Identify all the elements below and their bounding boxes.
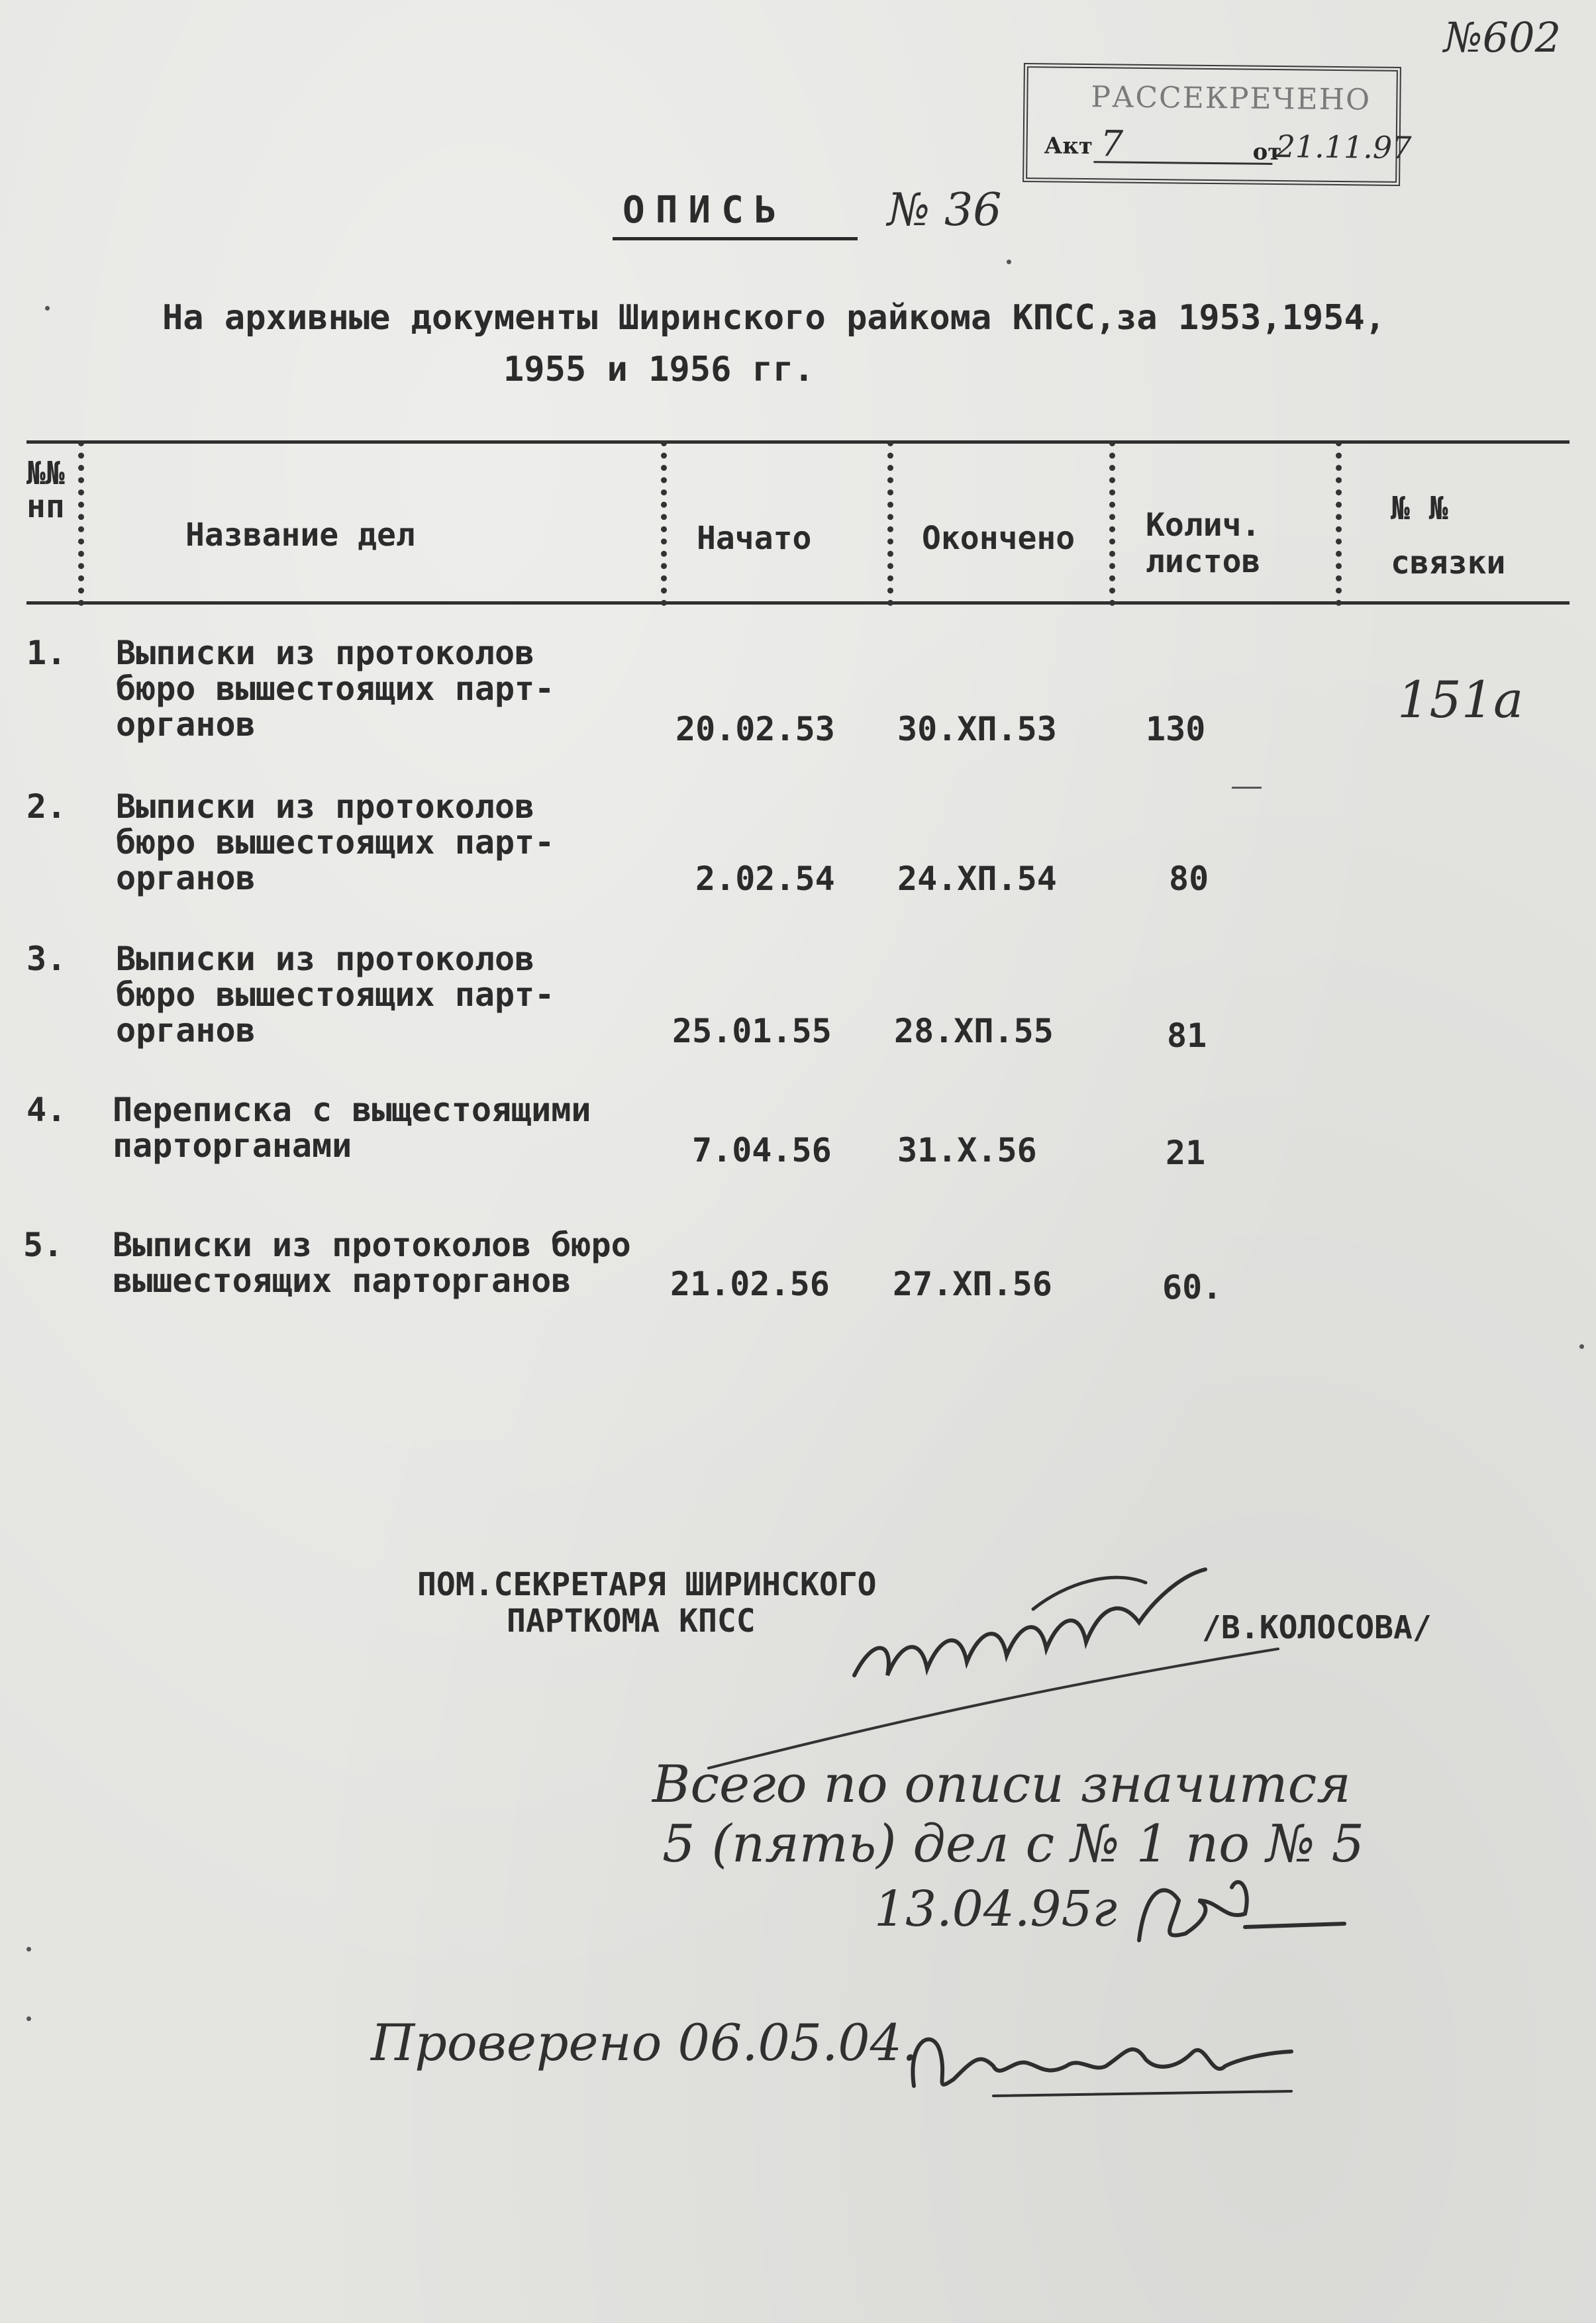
note-line-2: 5 (пять) дел с № 1 по № 5	[662, 1814, 1365, 1874]
header-sheets-line-1: Колич.	[1146, 507, 1261, 544]
row-name-line: органов	[116, 859, 256, 897]
row-ended: 30.ХП.53	[897, 710, 1057, 748]
stamp-title: РАССЕКРЕЧЕНО	[1091, 80, 1372, 117]
header-name: Название дел	[185, 517, 415, 554]
row-index: 1.	[26, 634, 67, 672]
row-name-line: органов	[116, 1011, 256, 1050]
row-name-line: бюро вышестоящих парт-	[116, 823, 555, 862]
row-name-line: Выписки из протоколов бюро	[113, 1226, 631, 1264]
header-bundle-line-2: связки	[1391, 544, 1506, 581]
note-initials	[1126, 1861, 1351, 1960]
row-sheets: 80	[1169, 860, 1209, 898]
row-sheets: 130	[1146, 710, 1206, 748]
row-sheets: 81	[1167, 1016, 1207, 1055]
signatory-name: /В.КОЛОСОВА/	[1202, 1609, 1432, 1646]
row-started: 25.01.55	[672, 1012, 832, 1050]
row-sheets: 21	[1166, 1134, 1206, 1172]
column-separator	[1336, 440, 1342, 606]
row-sheets: 60.	[1162, 1268, 1222, 1307]
signatory-title-line-1: ПОМ.СЕКРЕТАРЯ ШИРИНСКОГО	[417, 1566, 877, 1603]
note-date: 13.04.95г	[874, 1881, 1117, 1938]
row-name-line: бюро вышестоящих парт-	[116, 669, 555, 708]
header-bundle-line-1: № №	[1391, 490, 1448, 527]
row-ended: 31.Х.56	[897, 1131, 1037, 1169]
title-underline	[613, 237, 858, 240]
column-separator	[887, 440, 893, 606]
document-title: ОПИСЬ	[623, 189, 787, 232]
row-index: 2.	[26, 787, 67, 826]
row-ended: 28.ХП.55	[894, 1012, 1054, 1050]
signatory-title-line-2: ПАРТКОМА КПСС	[507, 1603, 756, 1640]
row-ended: 24.ХП.54	[897, 860, 1057, 898]
note-line-1: Всего по описи значится	[652, 1755, 1351, 1814]
verification-note: Проверено 06.05.04.	[371, 2013, 919, 2072]
subtitle-line-1: На архивные документы Ширинского райкома КПСС,за 1953,1954,	[162, 298, 1386, 338]
row-index: 4.	[26, 1091, 67, 1129]
row-index: 5.	[23, 1226, 64, 1264]
row-started: 21.02.56	[670, 1265, 830, 1303]
sheet-number: №602	[1444, 13, 1562, 62]
row-name-line: Переписка с выщестоящими	[113, 1091, 591, 1129]
stamp-akt-value: 7	[1100, 123, 1124, 165]
row-ended: 27.ХП.56	[893, 1265, 1052, 1303]
row-started: 2.02.54	[695, 860, 835, 898]
row-name-line: бюро вышестоящих парт-	[116, 975, 555, 1014]
verifier-signature	[894, 2013, 1298, 2106]
declassified-stamp	[1022, 63, 1412, 186]
subtitle-line-2: 1955 и 1956 гг.	[503, 350, 815, 389]
stamp-date-label: от	[1252, 138, 1282, 166]
stamp-date-value: 21.11.97	[1275, 128, 1412, 166]
header-sheets-line-2: листов	[1146, 543, 1261, 580]
column-separator	[1109, 440, 1115, 606]
row-name-line: Выписки из протоколов	[116, 634, 535, 672]
document-number: № 36	[887, 184, 1002, 236]
column-separator	[661, 440, 667, 606]
stamp-akt-label: Акт	[1044, 132, 1093, 160]
header-ended: Окончено	[922, 520, 1075, 557]
row-name-line: парторганами	[113, 1126, 352, 1165]
header-index: №№ нп	[26, 455, 65, 525]
row-name-line: Выписки из протоколов	[116, 940, 535, 978]
row-index: 3.	[26, 940, 67, 978]
row-name-line: Выписки из протоколов	[116, 787, 535, 826]
row-name-line: вышестоящих парторганов	[113, 1261, 572, 1300]
pen-tick	[1232, 787, 1262, 789]
row-name-line: органов	[116, 705, 256, 744]
row-started: 7.04.56	[692, 1131, 832, 1169]
header-started: Начато	[697, 520, 812, 557]
row-started: 20.02.53	[675, 710, 835, 748]
row-bundle: 151а	[1397, 670, 1524, 729]
